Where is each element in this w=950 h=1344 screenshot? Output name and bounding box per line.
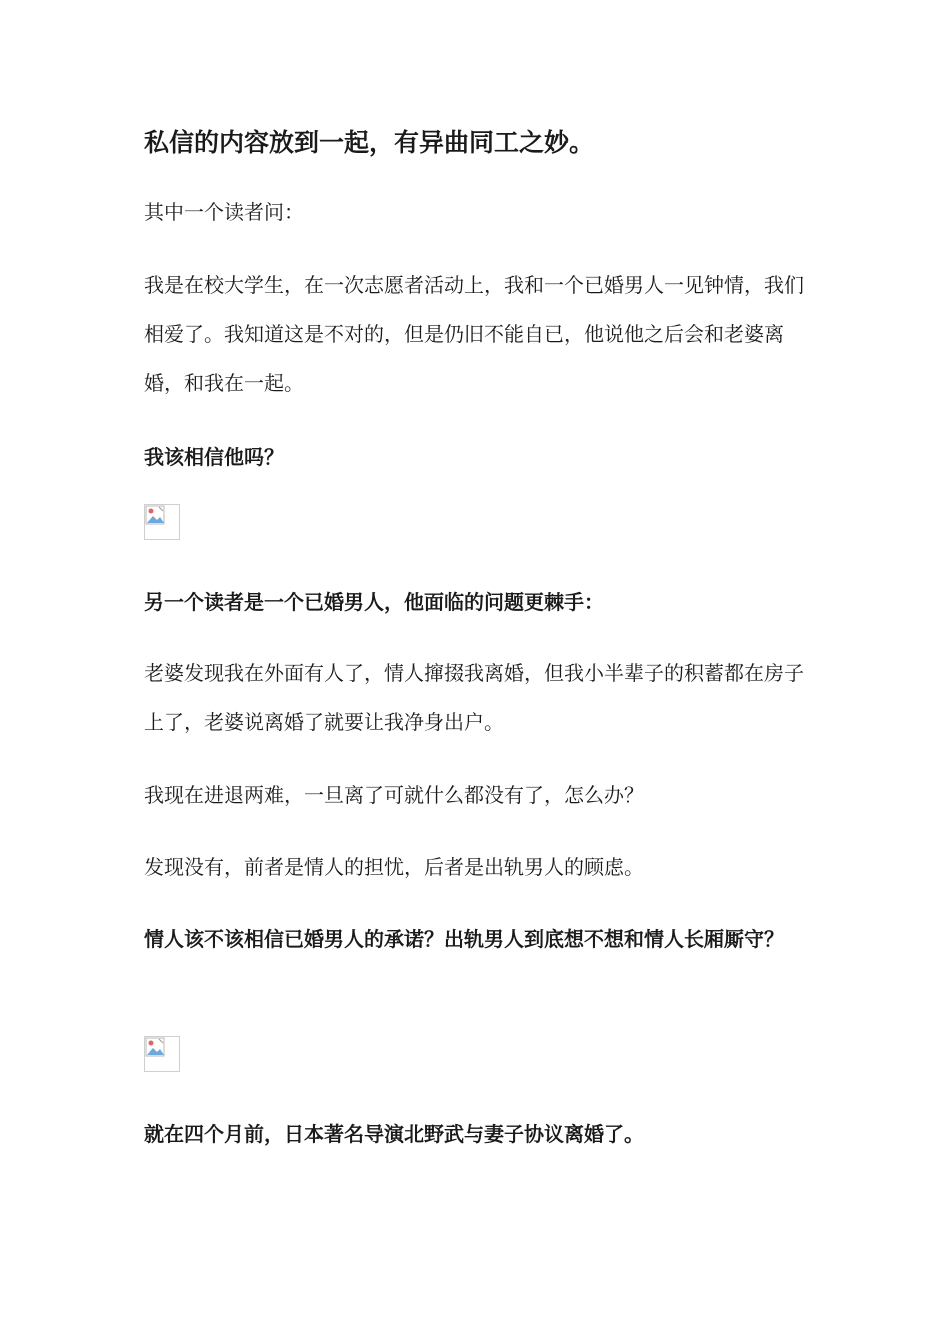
paragraph-reader-question-intro: 其中一个读者问： (144, 200, 304, 224)
paragraph-should-i-trust: 我该相信他吗？ (144, 445, 284, 469)
paragraph-married-man-letter: 老婆发现我在外面有人了，情人撺掇我离婚，但我小半辈子的积蓄都在房子上了，老婆说离婚了就要让我净身出户。 (144, 661, 804, 734)
paragraph-student-letter: 我是在校大学生，在一次志愿者活动上，我和一个已婚男人一见钟情，我们相爱了。我知道这是不对的，但是仍旧不能自已，他说他之后会和老婆离婚，和我在一起。 (144, 273, 804, 395)
paragraph-key-question: 情人该不该相信已婚男人的承诺？出轨男人到底想不想和情人长厢厮守？ (144, 927, 784, 951)
article-heading: 私信的内容放到一起，有异曲同工之妙。 (144, 128, 595, 157)
paragraph-dilemma: 我现在进退两难，一旦离了可就什么都没有了，怎么办？ (144, 783, 644, 807)
broken-image-icon (144, 504, 180, 540)
paragraph-kitano-news: 就在四个月前，日本著名导演北野武与妻子协议离婚了。 (144, 1122, 644, 1146)
paragraph-married-man-intro: 另一个读者是一个已婚男人，他面临的问题更棘手： (144, 590, 604, 614)
broken-image-icon (144, 1036, 180, 1072)
paragraph-comparison: 发现没有，前者是情人的担忧，后者是出轨男人的顾虑。 (144, 855, 644, 879)
